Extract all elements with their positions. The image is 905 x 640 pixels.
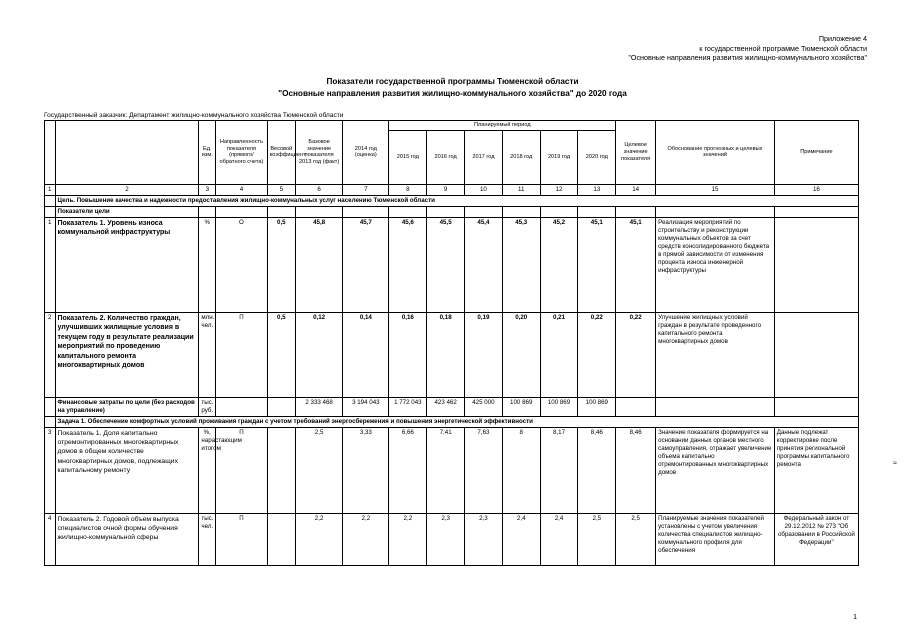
col-num: 16 xyxy=(774,184,858,195)
header-2015: 2015 год xyxy=(389,130,427,184)
col-num: 3 xyxy=(199,184,216,195)
indicators-table xyxy=(44,120,859,566)
column-numbers-row xyxy=(45,184,859,195)
margin-mark: ≈ xyxy=(893,460,897,467)
row-est: 3,33 xyxy=(343,427,389,513)
finance-2015: 1 772 043 xyxy=(389,397,427,416)
row-weight xyxy=(267,513,295,565)
row-justification: Планируемые значения показателей установлены с учетом увеличения количества специалистов жилищно-коммунального профиля для обеспечения xyxy=(656,513,775,565)
row-2020: 8,46 xyxy=(578,427,616,513)
col-num: 2 xyxy=(55,184,199,195)
col-num: 7 xyxy=(343,184,389,195)
row-2015: 2,2 xyxy=(389,513,427,565)
row-2017: 7,63 xyxy=(465,427,503,513)
row-est: 2,2 xyxy=(343,513,389,565)
task-1-text: Задача 1. Обеспечение комфортных условий проживания граждан с учетом требований энергосбережения и повышения энергетической эффективности xyxy=(55,416,859,427)
page-number: 1 xyxy=(853,614,857,621)
row-unit: млн. чел. xyxy=(199,312,216,397)
row-est: 45,7 xyxy=(343,217,389,312)
finance-2020: 100 869 xyxy=(578,397,616,416)
row-name: Показатель 2. Годовой объем выпуска специалистов очной формы обучения жилищно-коммунальной сферы xyxy=(55,513,199,565)
header-justification: Обоснование прогнозных и целевых значений xyxy=(656,121,775,185)
finance-2019: 100 869 xyxy=(540,397,578,416)
row-2020: 2,5 xyxy=(578,513,616,565)
header-2016: 2016 год xyxy=(427,130,465,184)
row-2015: 6,66 xyxy=(389,427,427,513)
col-num: 4 xyxy=(216,184,267,195)
row-base: 0,12 xyxy=(295,312,342,397)
header-target: Целевое значение показателя xyxy=(616,121,656,185)
finance-base: 2 333 468 xyxy=(295,397,342,416)
row-name: Показатель 2. Количество граждан, улучшивших жилищные условия в текущем году в результате реализации мероприятий по проведению капитального ремонта многоквартирных домов xyxy=(55,312,199,397)
row-target: 45,1 xyxy=(616,217,656,312)
header-note: Примечание xyxy=(774,121,858,185)
row-base: 2,2 xyxy=(295,513,342,565)
row-2018: 45,3 xyxy=(502,217,540,312)
row-unit: тыс. чел. xyxy=(199,513,216,565)
header-2019: 2019 год xyxy=(540,130,578,184)
row-note xyxy=(774,312,858,397)
row-direction: П xyxy=(216,312,267,397)
col-num: 6 xyxy=(295,184,342,195)
row-2016: 7,41 xyxy=(427,427,465,513)
header-unit: Ед. изм. xyxy=(199,121,216,185)
row-2015: 0,16 xyxy=(389,312,427,397)
row-justification: Значение показателя формируется на основании данных органов местного самоуправления, отражает увеличение объема капитально отремонтированных многоквартирных домов xyxy=(656,427,775,513)
goal-row xyxy=(45,195,859,206)
row-unit: % xyxy=(199,217,216,312)
row-weight xyxy=(267,427,295,513)
row-2019: 45,2 xyxy=(540,217,578,312)
row-2016: 0,18 xyxy=(427,312,465,397)
row-2017: 45,4 xyxy=(465,217,503,312)
header-est-2014: 2014 год (оценка) xyxy=(343,121,389,185)
title-line-1: Показатели государственной программы Тюменской области xyxy=(326,77,579,86)
col-num: 15 xyxy=(656,184,775,195)
finance-2016: 423 462 xyxy=(427,397,465,416)
row-name: Показатель 1. Доля капитально отремонтированных многоквартирных домов в общем количестве многоквартирных домов, подлежащих капитальному ремонту xyxy=(55,427,199,513)
row-justification: Улучшение жилищных условий граждан в результате проведенного капитального ремонта многоквартирных домов xyxy=(656,312,775,397)
row-2015: 45,6 xyxy=(389,217,427,312)
header-no xyxy=(45,121,56,185)
table-row xyxy=(45,427,859,513)
appendix-header xyxy=(628,34,867,63)
row-no: 1 xyxy=(45,217,56,312)
table-row xyxy=(45,513,859,565)
row-2019: 2,4 xyxy=(540,513,578,565)
row-weight: 0,5 xyxy=(267,312,295,397)
finance-est: 3 194 043 xyxy=(343,397,389,416)
header-weight: Весовой коэффициент xyxy=(267,121,295,185)
row-2016: 45,5 xyxy=(427,217,465,312)
row-2018: 8 xyxy=(502,427,540,513)
header-planned-period: Планируемый период xyxy=(389,121,616,131)
row-target: 2,5 xyxy=(616,513,656,565)
goal-indicators-label: Показатели цели xyxy=(55,206,199,217)
row-no: 4 xyxy=(45,513,56,565)
row-note: Данные подлежат корректировке после принятия региональной программы капитального ремонта xyxy=(774,427,858,513)
row-justification: Реализация мероприятий по строительству и реконструкции коммунальных объектов за счет средств консолидированного бюджета в прямой зависимости от изменения процента износа инженерной инфраструктуры xyxy=(656,217,775,312)
state-customer: Государственный заказчик: Департамент жилищно-коммунального хозяйства Тюменской области xyxy=(44,112,344,119)
row-2020: 45,1 xyxy=(578,217,616,312)
goal-text: Цель. Повышение качества и надежности предоставления жилищно-коммунальных услуг населению Тюменской области xyxy=(55,195,859,206)
row-2018: 2,4 xyxy=(502,513,540,565)
header-name xyxy=(55,121,199,185)
header-2018: 2018 год xyxy=(502,130,540,184)
header-base: Базовое значение показателя 2013 год (факт) xyxy=(295,121,342,185)
finance-2018: 100 869 xyxy=(502,397,540,416)
row-unit: %, нарастающим итогом xyxy=(199,427,216,513)
row-target: 8,46 xyxy=(616,427,656,513)
row-2017: 0,19 xyxy=(465,312,503,397)
task-1-row xyxy=(45,416,859,427)
row-note: Федеральный закон от 29.12.2012 № 273 "Об образовании в Российской Федерации" xyxy=(774,513,858,565)
header-row-1 xyxy=(45,121,859,131)
header-2020: 2020 год xyxy=(578,130,616,184)
header-direction: Направленность показателя (прямого/обратного счета) xyxy=(216,121,267,185)
finance-2017: 425 000 xyxy=(465,397,503,416)
row-direction: П xyxy=(216,427,267,513)
finance-name: Финансовые затраты по цели (без расходов на управление) xyxy=(55,397,199,416)
row-2019: 0,21 xyxy=(540,312,578,397)
appendix-line-3: "Основные направления развития жилищно-коммунального хозяйства" xyxy=(628,53,867,63)
col-num: 14 xyxy=(616,184,656,195)
col-num: 10 xyxy=(465,184,503,195)
col-num: 12 xyxy=(540,184,578,195)
appendix-line-1: Приложение 4 xyxy=(818,34,867,43)
finance-unit: тыс. руб. xyxy=(199,397,216,416)
col-num: 11 xyxy=(502,184,540,195)
row-name: Показатель 1. Уровень износа коммунальной инфраструктуры xyxy=(55,217,199,312)
col-num: 8 xyxy=(389,184,427,195)
row-note xyxy=(774,217,858,312)
document-title xyxy=(0,76,905,100)
finance-row xyxy=(45,397,859,416)
table-row xyxy=(45,312,859,397)
row-no: 3 xyxy=(45,427,56,513)
row-2019: 8,17 xyxy=(540,427,578,513)
title-line-2: "Основные направления развития жилищно-коммунального хозяйства" до 2020 года xyxy=(278,89,627,98)
table-row xyxy=(45,217,859,312)
row-weight: 0,5 xyxy=(267,217,295,312)
row-direction: П xyxy=(216,513,267,565)
appendix-line-2: к государственной программе Тюменской области xyxy=(699,43,867,53)
row-no: 2 xyxy=(45,312,56,397)
goal-indicators-row xyxy=(45,206,859,217)
row-2016: 2,3 xyxy=(427,513,465,565)
col-num: 1 xyxy=(45,184,56,195)
row-2017: 2,3 xyxy=(465,513,503,565)
row-direction: О xyxy=(216,217,267,312)
header-2017: 2017 год xyxy=(465,130,503,184)
col-num: 9 xyxy=(427,184,465,195)
row-2018: 0,20 xyxy=(502,312,540,397)
row-2020: 0,22 xyxy=(578,312,616,397)
row-base: 45,8 xyxy=(295,217,342,312)
col-num: 5 xyxy=(267,184,295,195)
col-num: 13 xyxy=(578,184,616,195)
row-est: 0,14 xyxy=(343,312,389,397)
row-target: 0,22 xyxy=(616,312,656,397)
row-base: 2,5 xyxy=(295,427,342,513)
